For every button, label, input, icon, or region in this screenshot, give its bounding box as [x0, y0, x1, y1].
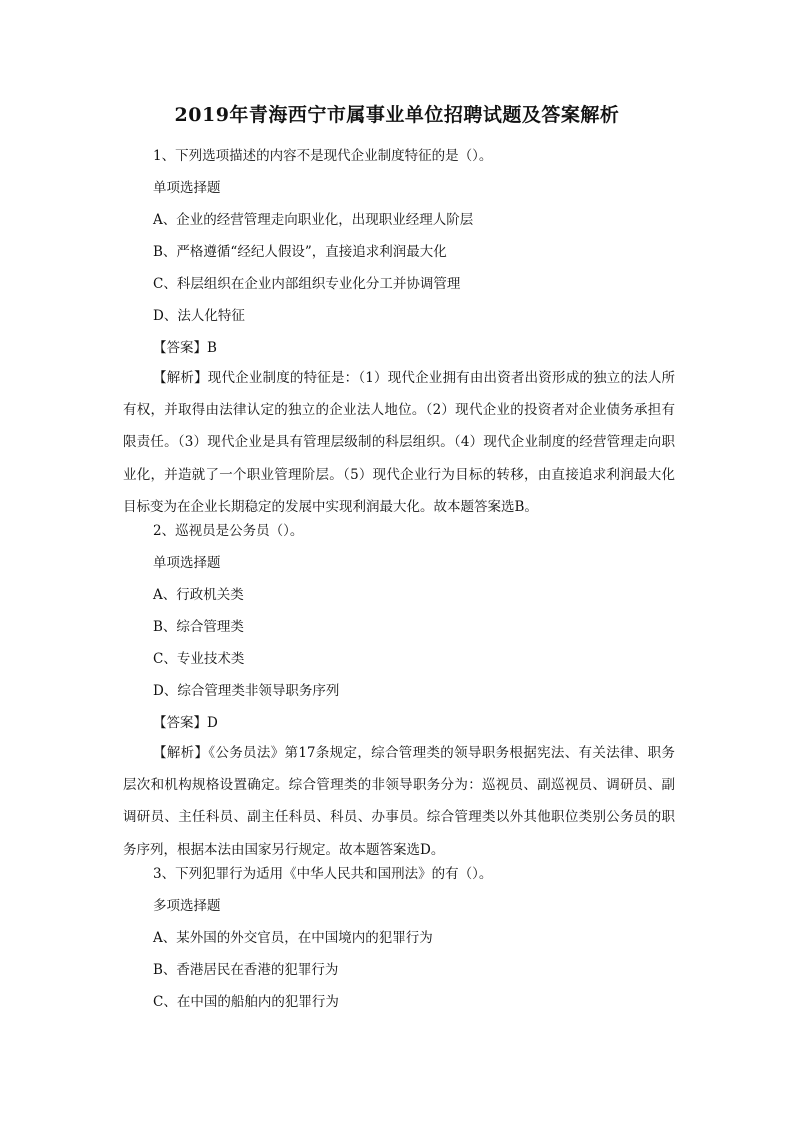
question-2-option-a: A、行政机关类: [153, 587, 244, 603]
answer-value: B: [207, 340, 217, 356]
question-1-analysis: [123, 362, 675, 523]
question-1-option-d: D、法人化特征: [153, 308, 245, 324]
answer-label: 【答案】: [153, 340, 207, 356]
question-3-option-a: A、某外国的外交官员，在中国境内的犯罪行为: [153, 930, 433, 946]
analysis-text: 现代企业制度的特征是：（1）现代企业拥有由出资者出资形成的独立的法人所有权，并取得由法律认定的独立的企业法人地位。（2）现代企业的投资者对企业债务承担有限责任。（3）现代企业是具有管理层级制的科层组织。（4）现代企业制度的经营管理走向职业化，并造就了一个职业管理阶层。（5）现代企业行为目标的转移，由直接追求利润最大化目标变为在企业长期稳定的发展中实现利润最大化。故本题答案选B。: [123, 370, 676, 515]
question-2-type: 单项选择题: [153, 555, 221, 571]
question-2-option-c: C、专业技术类: [153, 651, 245, 667]
question-3-type: 多项选择题: [153, 898, 221, 914]
question-2-analysis: [123, 737, 675, 866]
answer-label: 【答案】: [153, 715, 207, 731]
question-3-stem: 3、下列犯罪行为适用《中华人民共和国刑法》的有（）。: [153, 866, 493, 882]
analysis-text: 《公务员法》第17条规定，综合管理类的领导职务根据宪法、有关法律、职务层次和机构规格设置确定。综合管理类的非领导职务分为：巡视员、副巡视员、调研员、副调研员、主任科员、副主任科员、科员、办事员。综合管理类以外其他职位类别公务员的职务序列，根据本法由国家另行规定。故本题答案选D。: [123, 745, 675, 858]
analysis-label: 【解析】: [153, 370, 208, 386]
page-title: 2019年青海西宁市属事业单位招聘试题及答案解析: [174, 104, 620, 126]
question-1-option-b: B、严格遵循“经纪人假设”，直接追求利润最大化: [153, 244, 447, 260]
question-2-answer: [153, 714, 218, 732]
question-1-answer: [153, 339, 217, 357]
question-1-type: 单项选择题: [153, 180, 221, 196]
question-2-option-d: D、综合管理类非领导职务序列: [153, 683, 340, 699]
question-2-stem: 2、巡视员是公务员（）。: [153, 523, 304, 539]
question-1-option-a: A、企业的经营管理走向职业化，出现职业经理人阶层: [153, 212, 474, 228]
question-3-option-c: C、在中国的船舶内的犯罪行为: [153, 994, 339, 1010]
answer-value: D: [207, 715, 218, 731]
question-1-stem: 1、下列选项描述的内容不是现代企业制度特征的是（）。: [153, 148, 493, 164]
analysis-label: 【解析】: [153, 745, 209, 761]
question-2-option-b: B、综合管理类: [153, 619, 244, 635]
question-3-option-b: B、香港居民在香港的犯罪行为: [153, 962, 339, 978]
question-1-option-c: C、科层组织在企业内部组织专业化分工并协调管理: [153, 276, 461, 292]
